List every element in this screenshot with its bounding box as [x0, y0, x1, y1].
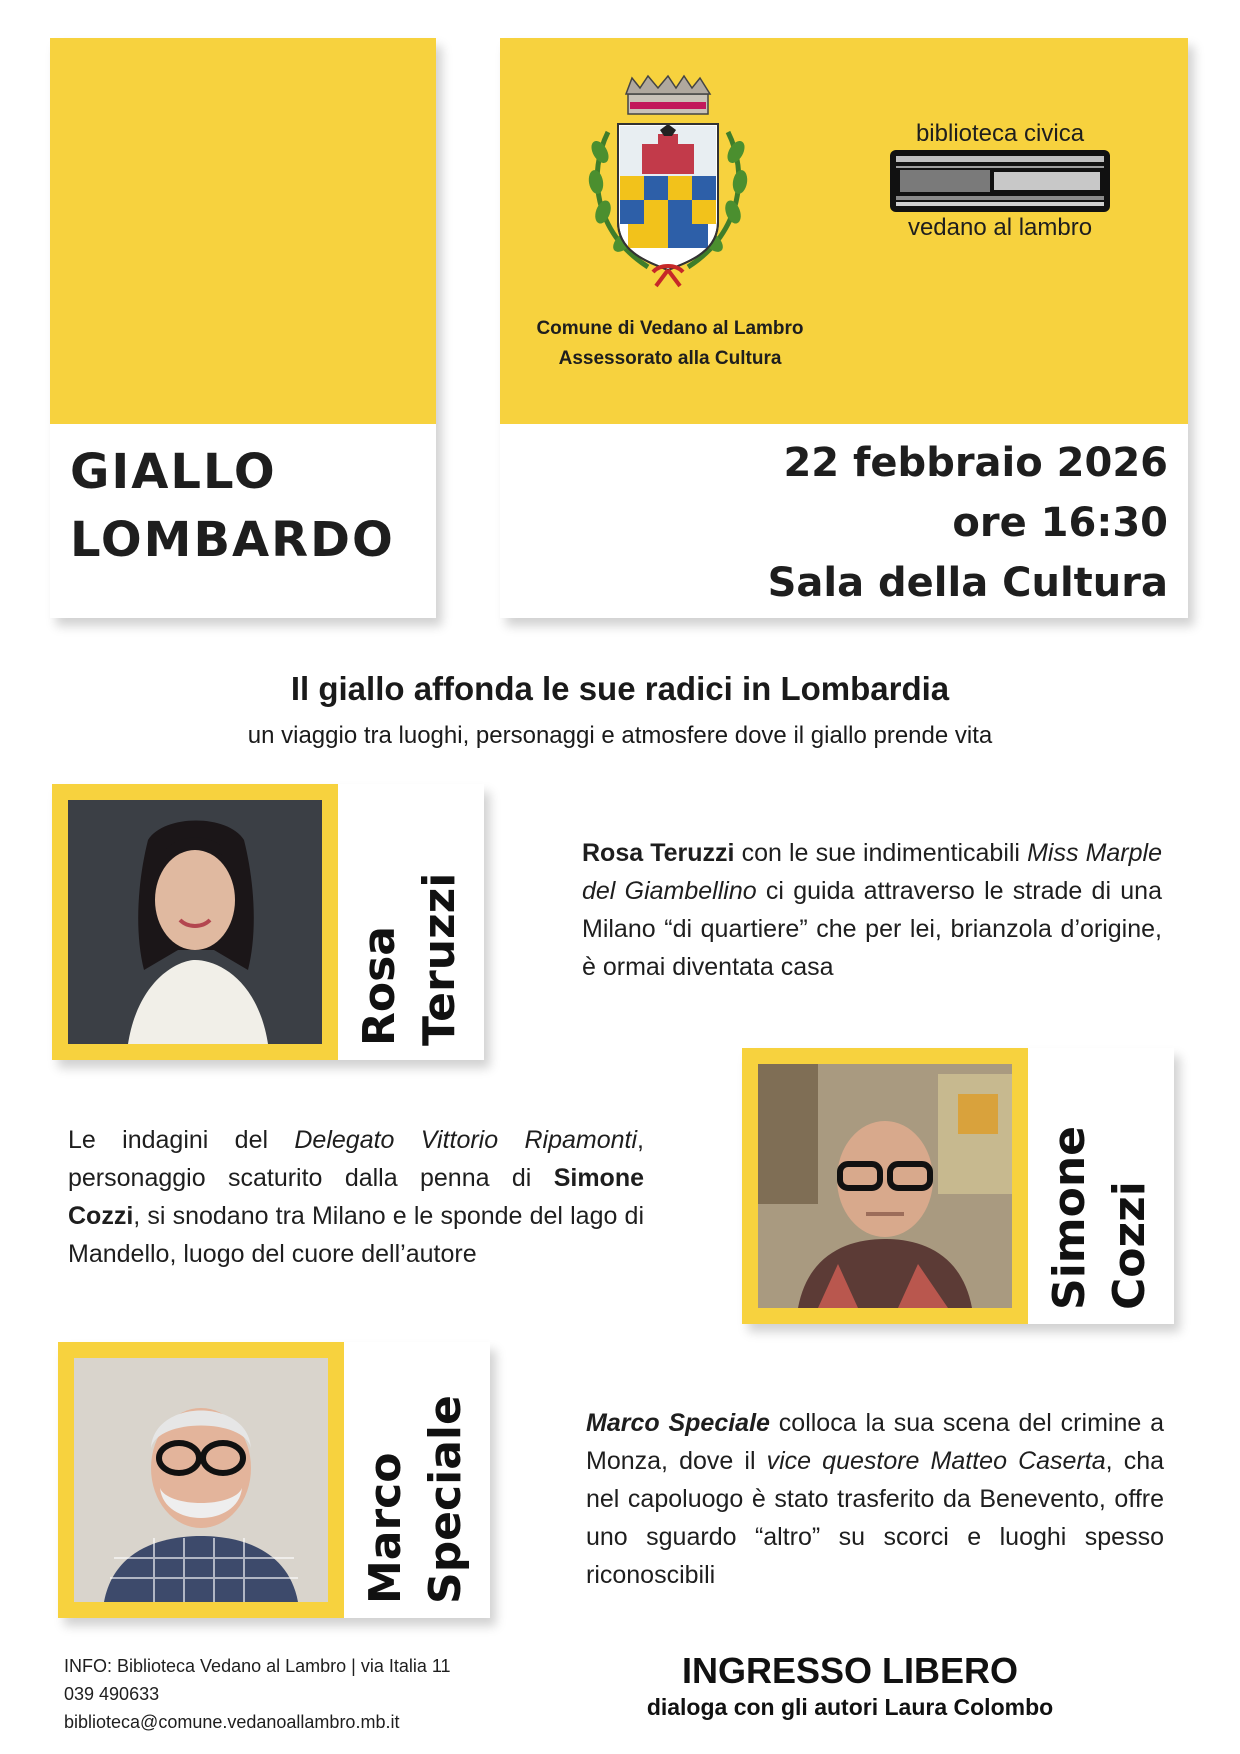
- ingresso-libero: INGRESSO LIBERO: [681, 1650, 1019, 1691]
- author-first-name: Rosa: [354, 926, 405, 1046]
- desc-text: con le sue indimenticabili: [734, 839, 1028, 867]
- info-email: biblioteca@comune.vedanoallambro.mb.it: [64, 1712, 400, 1732]
- author-name-panel: [1028, 1048, 1174, 1324]
- desc-italic: vice questore Matteo Caserta: [766, 1447, 1106, 1475]
- author-card-marco-speciale: [58, 1342, 490, 1618]
- desc-text: Le indagini del: [68, 1126, 295, 1154]
- info-phone: 039 490633: [64, 1684, 160, 1704]
- title-card-yellow: [50, 38, 436, 424]
- event-card-yellow: [500, 38, 1188, 424]
- author-card-simone-cozzi: [742, 1048, 1174, 1324]
- author-card-rosa-teruzzi: [52, 784, 484, 1060]
- coat-of-arms-icon: [568, 72, 748, 292]
- desc-bold: Rosa Teruzzi: [582, 839, 735, 867]
- info-block: [64, 1652, 451, 1736]
- desc-text: , si snodano tra Milano e le sponde del lago di Mandello, luogo del cuore dell’autore: [68, 1202, 644, 1268]
- event-date: 22 febbraio 2026: [783, 440, 1168, 486]
- desc-italic: Miss Marple del Giambellino: [582, 839, 1162, 905]
- biblioteca-bottom-text: vedano al lambro: [907, 214, 1093, 241]
- author-description-simone-cozzi: [68, 1121, 644, 1273]
- desc-text: ci guida attraverso le strade di una Milano “di quartiere” che per lei, brianzola d’origine, è ormai diventata casa: [582, 877, 1162, 981]
- author-first-name: Marco: [360, 1452, 411, 1604]
- event-place: Sala della Cultura: [767, 560, 1168, 606]
- event-details: [500, 424, 1188, 618]
- author-last-name: Speciale: [420, 1395, 471, 1604]
- desc-text: colloca la sua scena del crimine a Monza, dove il: [586, 1409, 1165, 1475]
- photo-frame: [58, 1342, 344, 1618]
- author-name-panel: [338, 784, 484, 1060]
- biblioteca-top-text: biblioteca civica: [915, 120, 1085, 147]
- info-address: INFO: Biblioteca Vedano al Lambro | via Italia 11: [64, 1656, 451, 1676]
- photo-frame: [52, 784, 338, 1060]
- title-card: [50, 38, 436, 618]
- event-card: [500, 38, 1188, 618]
- desc-italic: Delegato Vittorio Ripamonti: [294, 1126, 638, 1154]
- author-name-panel: [344, 1342, 490, 1618]
- dialoga-text: dialoga con gli autori Laura Colombo: [646, 1694, 1054, 1720]
- author-photo-rosa-teruzzi: [68, 800, 322, 1044]
- books-logo-icon: [890, 150, 1110, 212]
- desc-text: , personaggio scaturito dalla penna di: [68, 1126, 644, 1192]
- author-first-name: Simone: [1044, 1125, 1095, 1310]
- author-last-name: Cozzi: [1104, 1181, 1155, 1310]
- author-description-rosa-teruzzi: [582, 834, 1162, 986]
- title-card-text-area: [50, 424, 436, 618]
- title-line-1: GIALLO: [70, 444, 277, 500]
- photo-frame: [742, 1048, 1028, 1324]
- desc-bold-italic: Marco Speciale: [586, 1409, 770, 1437]
- desc-text: , cha nel capoluogo è stato trasferito da Benevento, offre uno sguardo “altro” su scorci e luoghi spesso riconoscibili: [586, 1447, 1164, 1589]
- author-description-marco-speciale: [586, 1404, 1164, 1594]
- author-photo-marco-speciale: [74, 1358, 328, 1602]
- comune-line-1: Comune di Vedano al Lambro: [536, 318, 804, 339]
- headline-subtitle: un viaggio tra luoghi, personaggi e atmosfere dove il giallo prende vita: [247, 722, 993, 749]
- author-photo-simone-cozzi: [758, 1064, 1012, 1308]
- title-line-2: LOMBARDO: [70, 512, 395, 568]
- event-time: ore 16:30: [952, 500, 1168, 546]
- headline-title: Il giallo affonda le sue radici in Lombardia: [290, 670, 950, 707]
- comune-line-2: Assessorato alla Cultura: [558, 348, 782, 369]
- desc-bold: Simone Cozzi: [68, 1164, 644, 1230]
- author-last-name: Teruzzi: [414, 872, 465, 1046]
